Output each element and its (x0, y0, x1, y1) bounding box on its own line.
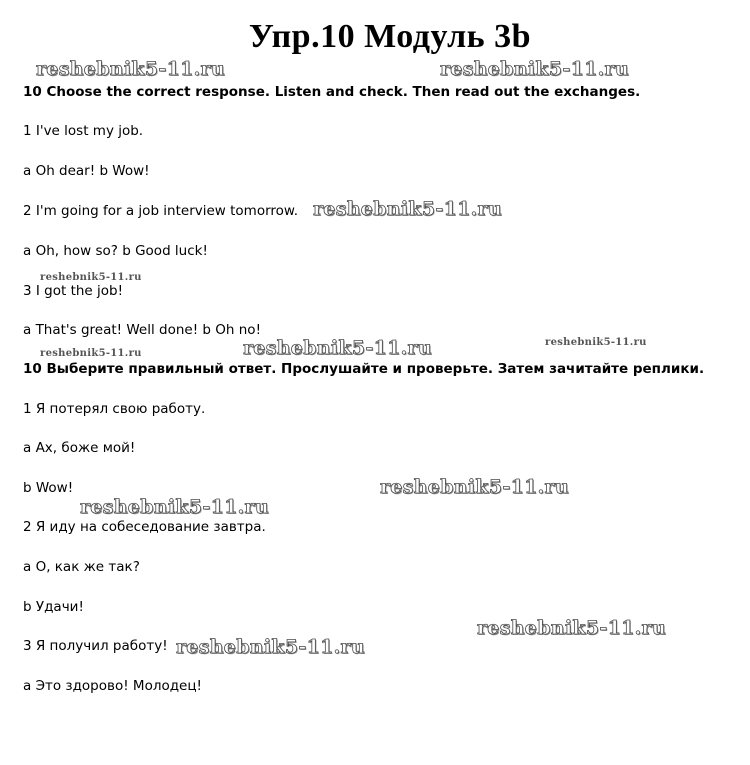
english-line-6: a That's great! Well done! b Oh no! (23, 322, 261, 338)
english-line-4: a Oh, how so? b Good luck! (23, 243, 208, 259)
watermark: reshebnik5-11.ru (313, 198, 502, 220)
english-line-1: 1 I've lost my job. (23, 123, 144, 139)
russian-line-8: a Это здорово! Молодец! (23, 678, 202, 694)
english-line-5: 3 I got the job! (23, 283, 124, 299)
watermark: reshebnik5-11.ru (176, 636, 365, 658)
english-line-3: 2 I'm going for a job interview tomorrow. (23, 203, 299, 219)
watermark: reshebnik5-11.ru (440, 58, 629, 80)
russian-line-4: 2 Я иду на собеседование завтра. (23, 519, 266, 535)
watermark: reshebnik5-11.ru (36, 58, 225, 80)
russian-line-3: b Wow! (23, 480, 74, 496)
english-instruction: 10 Choose the correct response. Listen and check. Then read out the exchanges. (23, 84, 641, 100)
english-line-2: a Oh dear! b Wow! (23, 163, 150, 179)
russian-instruction: 10 Выберите правильный ответ. Прослушайте и проверьте. Затем зачитайте реплики. (23, 361, 705, 377)
watermark: reshebnik5-11.ru (477, 617, 666, 639)
page-title: Упр.10 Модуль 3b (248, 18, 532, 55)
russian-line-1: 1 Я потерял свою работу. (23, 401, 206, 417)
russian-line-7: 3 Я получил работу! (23, 638, 168, 654)
russian-line-6: b Удачи! (23, 599, 84, 615)
watermark: reshebnik5-11.ru (40, 348, 142, 359)
watermark: reshebnik5-11.ru (243, 337, 432, 359)
russian-line-5: a О, как же так? (23, 559, 140, 575)
watermark: reshebnik5-11.ru (545, 337, 647, 348)
watermark: reshebnik5-11.ru (40, 272, 142, 283)
russian-line-2: a Ах, боже мой! (23, 440, 136, 456)
watermark: reshebnik5-11.ru (80, 496, 269, 518)
watermark: reshebnik5-11.ru (380, 476, 569, 498)
